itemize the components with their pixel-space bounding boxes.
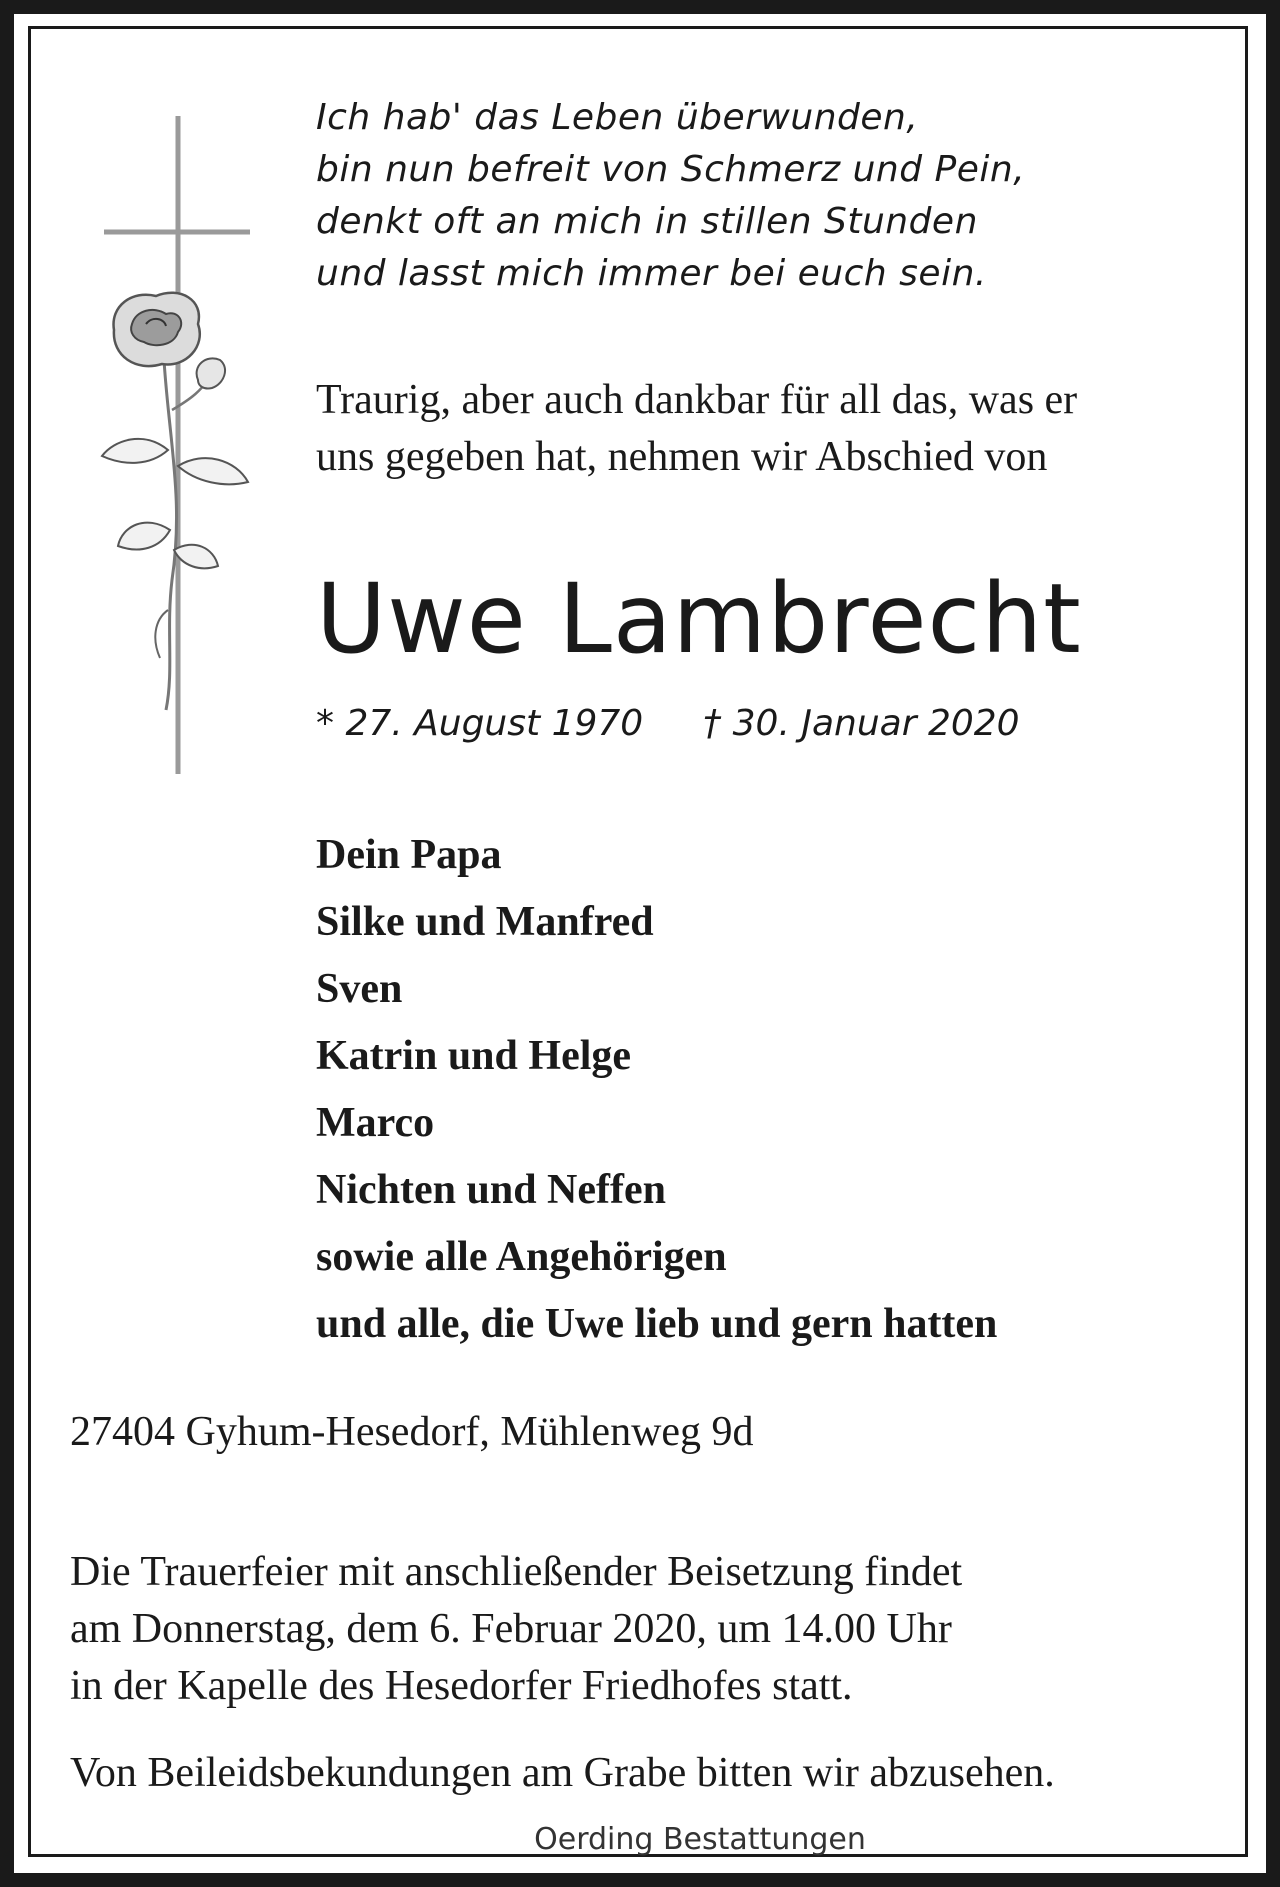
mourner-line: Dein Papa — [316, 832, 502, 878]
undertaker-name: Oerding Bestattungen — [534, 1822, 866, 1857]
mourner-line: und alle, die Uwe lieb und gern hatten — [316, 1301, 998, 1347]
deceased-name: Uwe Lambrecht — [316, 563, 1082, 675]
mourners-list — [316, 822, 997, 1358]
mourner-line: Sven — [316, 966, 403, 1012]
life-dates — [316, 702, 1020, 746]
mourner-line: Marco — [316, 1100, 435, 1146]
family-address: 27404 Gyhum-Hesedorf, Mühlenweg 9d — [70, 1409, 754, 1455]
service-line: am Donnerstag, dem 6. Februar 2020, um 14.00 Uhr — [70, 1606, 952, 1652]
birth-date: * 27. August 1970 — [316, 703, 644, 744]
mourner-line: Silke und Manfred — [316, 899, 654, 945]
funeral-service-info — [70, 1544, 962, 1715]
poem-line: denkt oft an mich in stillen Stunden — [316, 201, 978, 242]
cross-with-rose-icon — [74, 110, 294, 780]
mourner-line: Katrin und Helge — [316, 1033, 632, 1079]
service-line: Die Trauerfeier mit anschließender Beisetzung findet — [70, 1549, 963, 1595]
mourner-line: sowie alle Angehörigen — [316, 1234, 727, 1280]
intro-text — [316, 372, 1077, 486]
obituary-page — [14, 14, 1266, 1873]
poem-line: bin nun befreit von Schmerz und Pein, — [316, 149, 1026, 190]
mourner-line: Nichten und Neffen — [316, 1167, 667, 1213]
intro-line: uns gegeben hat, nehmen wir Abschied von — [316, 434, 1048, 480]
poem-line: und lasst mich immer bei euch sein. — [316, 253, 987, 294]
condolence-note: Von Beileidsbekundungen am Grabe bitten wir abzusehen. — [70, 1750, 1055, 1796]
intro-line: Traurig, aber auch dankbar für all das, was er — [316, 377, 1078, 423]
poem-line: Ich hab' das Leben überwunden, — [316, 97, 919, 138]
service-line: in der Kapelle des Hesedorfer Friedhofes statt. — [70, 1663, 853, 1709]
poem-verse — [316, 92, 1025, 300]
death-date: † 30. Januar 2020 — [703, 703, 1020, 744]
